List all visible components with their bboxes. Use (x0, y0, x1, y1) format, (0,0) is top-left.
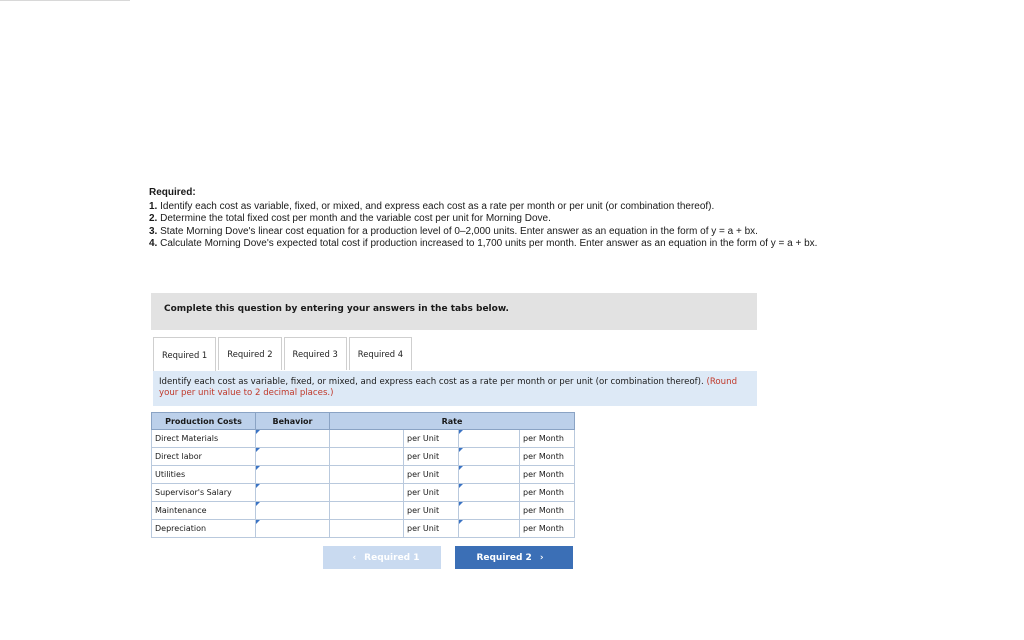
month-label: per Month (520, 448, 575, 466)
month-label: per Month (520, 484, 575, 502)
unit-rate-input[interactable] (333, 521, 400, 537)
prev-button-label: Required 1 (364, 552, 420, 563)
unit-rate-cell[interactable] (330, 502, 404, 520)
unit-rate-input[interactable] (333, 485, 400, 501)
item-text: State Morning Dove's linear cost equation for a production level of 0–2,000 units. Enter answer as an equation in the form of y = a + bx. (157, 225, 758, 237)
header-behavior: Behavior (256, 413, 330, 430)
input-flag-icon (256, 466, 260, 470)
month-rate-input[interactable] (462, 503, 516, 519)
unit-rate-input[interactable] (333, 449, 400, 465)
behavior-select[interactable] (256, 520, 330, 538)
input-flag-icon (459, 502, 463, 506)
tab-instructions (153, 371, 757, 406)
required-heading: Required: (149, 187, 196, 198)
month-rate-cell[interactable] (459, 484, 520, 502)
table-row (152, 502, 575, 520)
unit-rate-cell[interactable] (330, 448, 404, 466)
month-rate-cell[interactable] (459, 520, 520, 538)
table-row (152, 466, 575, 484)
month-rate-input[interactable] (462, 449, 516, 465)
required-item-2 (149, 213, 821, 226)
input-flag-icon (256, 502, 260, 506)
chevron-right-icon: › (539, 552, 544, 563)
behavior-input[interactable] (259, 521, 326, 537)
month-label: per Month (520, 502, 575, 520)
month-rate-input[interactable] (462, 485, 516, 501)
input-flag-icon (459, 466, 463, 470)
input-flag-icon (459, 430, 463, 434)
header-production-costs: Production Costs (152, 413, 256, 430)
header-rate: Rate (330, 413, 575, 430)
input-flag-icon (459, 520, 463, 524)
table-row (152, 430, 575, 448)
month-rate-cell[interactable] (459, 448, 520, 466)
behavior-select[interactable] (256, 430, 330, 448)
month-rate-cell[interactable] (459, 430, 520, 448)
top-divider (0, 0, 130, 1)
cost-name: Depreciation (152, 520, 256, 538)
behavior-select[interactable] (256, 448, 330, 466)
rounding-note: (Round your per unit value to 2 decimal places.) (159, 377, 738, 398)
table-row (152, 448, 575, 466)
item-text: Calculate Morning Dove's expected total cost if production increased to 1,700 units per month. Enter answer as an equation in the form of y = a + bx. (157, 238, 818, 250)
month-rate-input[interactable] (462, 467, 516, 483)
unit-label: per Unit (404, 520, 459, 538)
item-number: 1. (149, 200, 158, 212)
instructions-text: Identify each cost as variable, fixed, or mixed, and express each cost as a rate per month or per unit (or combination thereof). (159, 377, 707, 387)
behavior-select[interactable] (256, 484, 330, 502)
unit-rate-cell[interactable] (330, 466, 404, 484)
required-section (149, 187, 821, 251)
unit-label: per Unit (404, 466, 459, 484)
input-flag-icon (256, 484, 260, 488)
next-button-label: Required 2 (476, 552, 532, 563)
tab-required-2[interactable]: Required 2 (218, 337, 281, 370)
item-number: 3. (149, 225, 158, 237)
input-flag-icon (256, 430, 260, 434)
required-item-3 (149, 226, 821, 239)
month-label: per Month (520, 466, 575, 484)
behavior-input[interactable] (259, 449, 326, 465)
input-flag-icon (459, 484, 463, 488)
table-header-row (152, 413, 575, 430)
item-text: Determine the total fixed cost per month and the variable cost per unit for Morning Dove. (157, 213, 551, 225)
cost-table (151, 412, 575, 538)
behavior-select[interactable] (256, 502, 330, 520)
table-row (152, 484, 575, 502)
month-label: per Month (520, 430, 575, 448)
unit-rate-input[interactable] (333, 503, 400, 519)
prev-required-button[interactable] (323, 546, 441, 569)
unit-rate-cell[interactable] (330, 430, 404, 448)
unit-label: per Unit (404, 430, 459, 448)
unit-rate-cell[interactable] (330, 520, 404, 538)
input-flag-icon (256, 448, 260, 452)
required-item-4 (149, 238, 821, 251)
unit-label: per Unit (404, 502, 459, 520)
unit-rate-input[interactable] (333, 467, 400, 483)
month-rate-input[interactable] (462, 521, 516, 537)
input-flag-icon (256, 520, 260, 524)
tab-required-3[interactable]: Required 3 (284, 337, 347, 370)
behavior-input[interactable] (259, 431, 326, 447)
cost-name: Direct Materials (152, 430, 256, 448)
unit-label: per Unit (404, 448, 459, 466)
item-text: Identify each cost as variable, fixed, or mixed, and express each cost as a rate per month or per unit (or combination thereof). (157, 200, 715, 212)
month-label: per Month (520, 520, 575, 538)
behavior-input[interactable] (259, 467, 326, 483)
unit-rate-input[interactable] (333, 431, 400, 447)
cost-name: Maintenance (152, 502, 256, 520)
next-required-button[interactable] (455, 546, 573, 569)
table-row (152, 520, 575, 538)
chevron-left-icon: ‹ (352, 552, 357, 563)
item-number: 2. (149, 213, 158, 225)
cost-name: Direct labor (152, 448, 256, 466)
month-rate-input[interactable] (462, 431, 516, 447)
unit-rate-cell[interactable] (330, 484, 404, 502)
behavior-select[interactable] (256, 466, 330, 484)
input-flag-icon (459, 448, 463, 452)
instructions-banner: Complete this question by entering your answers in the tabs below. (151, 293, 757, 330)
tab-required-1[interactable]: Required 1 (153, 337, 216, 371)
item-number: 4. (149, 238, 158, 250)
behavior-input[interactable] (259, 503, 326, 519)
cost-name: Utilities (152, 466, 256, 484)
required-item-1 (149, 201, 821, 214)
month-rate-cell[interactable] (459, 466, 520, 484)
month-rate-cell[interactable] (459, 502, 520, 520)
cost-name: Supervisor's Salary (152, 484, 256, 502)
behavior-input[interactable] (259, 485, 326, 501)
unit-label: per Unit (404, 484, 459, 502)
tab-bar (153, 337, 414, 371)
tab-required-4[interactable]: Required 4 (349, 337, 412, 370)
